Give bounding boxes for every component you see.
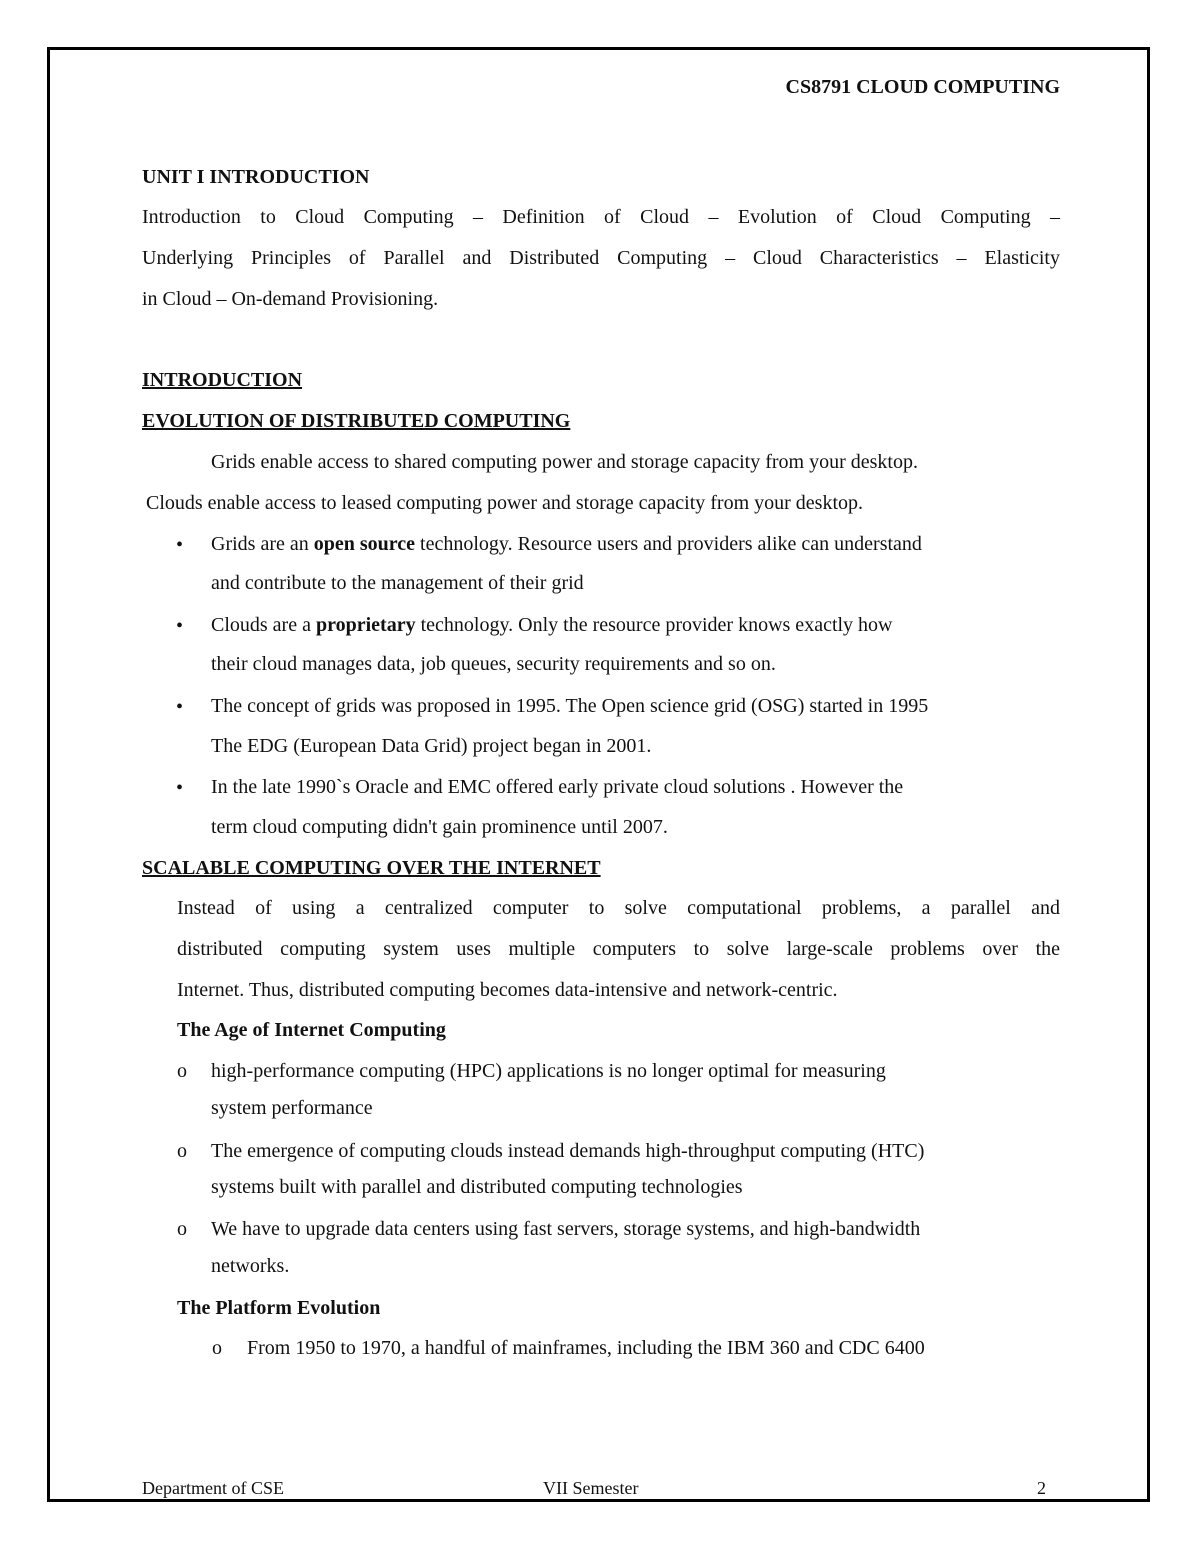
circle-bullet-icon: o	[177, 1218, 187, 1240]
intro-para-line-2: Clouds enable access to leased computing power and storage capacity from your desktop.	[146, 492, 864, 514]
bullet-1-line-1: Grids are an open source technology. Resource users and providers alike can understand	[211, 533, 922, 555]
scalable-para-line-3: Internet. Thus, distributed computing becomes data-intensive and network-centric.	[177, 979, 838, 1001]
footer-department: Department of CSE	[142, 1478, 284, 1498]
bullet-2-line-2: their cloud manages data, job queues, security requirements and so on.	[211, 653, 776, 675]
syllabus-line-1: Introduction to Cloud Computing – Definition of Cloud – Evolution of Cloud Computing –	[142, 206, 1060, 228]
bullet-3-line-1: The concept of grids was proposed in 1995. The Open science grid (OSG) started in 1995	[211, 695, 929, 717]
age-item-2-line-1: The emergence of computing clouds instead demands high-throughput computing (HTC)	[211, 1140, 925, 1162]
circle-bullet-icon: o	[212, 1337, 222, 1359]
age-item-3-line-2: networks.	[211, 1255, 290, 1277]
evolution-heading: EVOLUTION OF DISTRIBUTED COMPUTING	[142, 410, 571, 432]
scalable-para-line-1: Instead of using a centralized computer to solve computational problems, a parallel and	[177, 897, 1060, 919]
age-item-3-line-1: We have to upgrade data centers using fast servers, storage systems, and high-bandwidth	[211, 1218, 921, 1240]
footer-semester: VII Semester	[543, 1478, 639, 1498]
age-item-1-line-2: system performance	[211, 1097, 373, 1119]
platform-item-1: From 1950 to 1970, a handful of mainframes, including the IBM 360 and CDC 6400	[247, 1337, 925, 1359]
syllabus-line-2: Underlying Principles of Parallel and Distributed Computing – Cloud Characteristics – Elasticity	[142, 247, 1060, 269]
scalable-para-line-2: distributed computing system uses multiple computers to solve large-scale problems over the	[177, 938, 1060, 960]
bullet-icon: •	[176, 696, 184, 718]
syllabus-line-3: in Cloud – On-demand Provisioning.	[142, 288, 439, 310]
circle-bullet-icon: o	[177, 1140, 187, 1162]
bullet-icon: •	[176, 777, 184, 799]
footer-page-number: 2	[1037, 1478, 1046, 1498]
bullet-3-line-2: The EDG (European Data Grid) project began in 2001.	[211, 735, 652, 757]
bullet-icon: •	[176, 615, 184, 637]
bullet-2-line-1: Clouds are a proprietary technology. Only the resource provider knows exactly how	[211, 614, 893, 636]
bullet-4-line-2: term cloud computing didn't gain prominence until 2007.	[211, 816, 668, 838]
bullet-icon: •	[176, 534, 184, 556]
scalable-heading: SCALABLE COMPUTING OVER THE INTERNET	[142, 857, 601, 879]
course-header: CS8791 CLOUD COMPUTING	[785, 76, 1060, 98]
platform-heading: The Platform Evolution	[177, 1297, 381, 1319]
bullet-1-line-2: and contribute to the management of their grid	[211, 572, 584, 594]
intro-heading: INTRODUCTION	[142, 369, 303, 391]
bullet-4-line-1: In the late 1990`s Oracle and EMC offered early private cloud solutions . However the	[211, 776, 904, 798]
circle-bullet-icon: o	[177, 1060, 187, 1082]
unit-title: UNIT I INTRODUCTION	[142, 166, 370, 188]
age-item-1-line-1: high-performance computing (HPC) applications is no longer optimal for measuring	[211, 1060, 886, 1082]
age-heading: The Age of Internet Computing	[177, 1019, 446, 1041]
age-item-2-line-2: systems built with parallel and distributed computing technologies	[211, 1176, 743, 1198]
intro-para-line-1: Grids enable access to shared computing power and storage capacity from your desktop.	[211, 451, 918, 473]
